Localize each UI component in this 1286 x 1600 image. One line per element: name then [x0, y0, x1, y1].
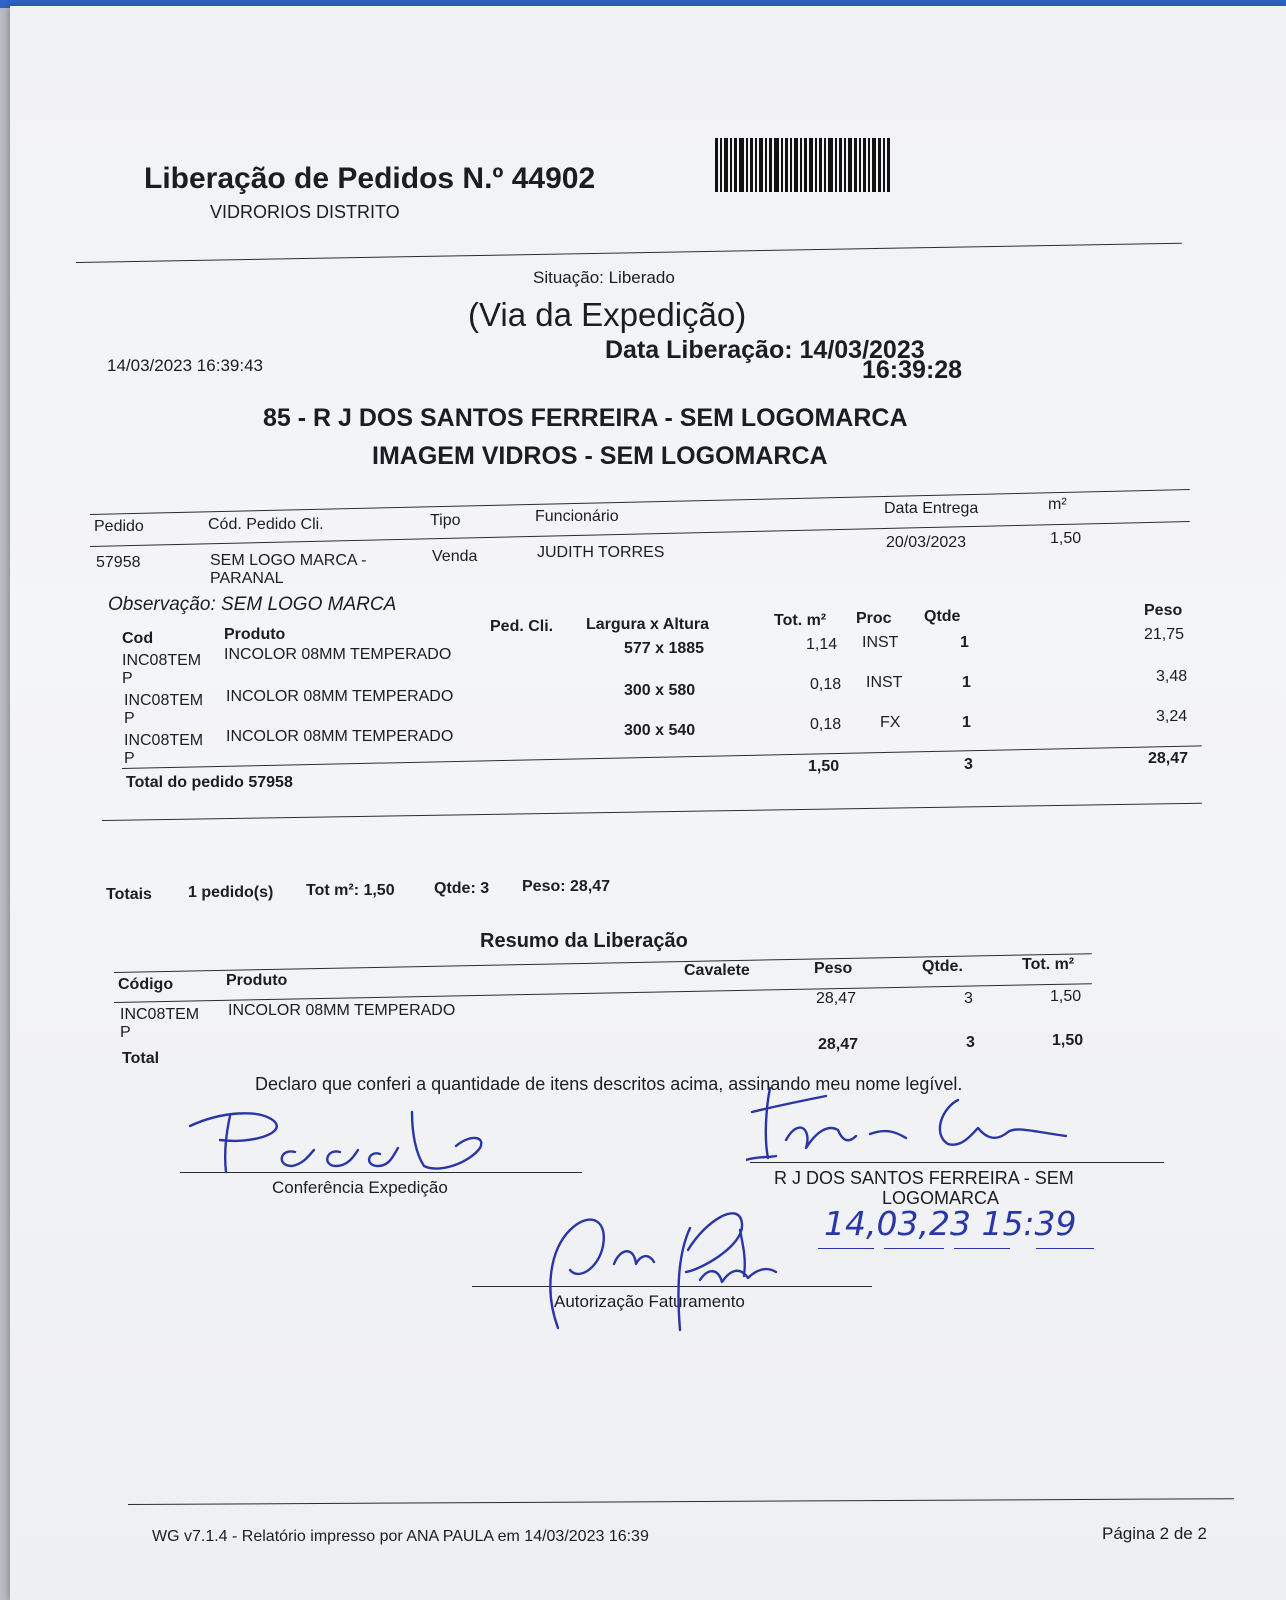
item-cod: INC08TEM	[124, 732, 204, 749]
client-signature	[746, 1078, 1086, 1178]
funcionario-value: JUDITH TORRES	[537, 544, 665, 561]
cod-pedido-cli-value-2: PARANAL	[210, 570, 284, 587]
item-dims: 300 x 540	[624, 722, 696, 739]
item-proc: INST	[862, 634, 899, 651]
col-ped-cli: Ped. Cli.	[490, 618, 554, 635]
handwritten-date: 14,03,23 15:39	[824, 1204, 1077, 1243]
document-page	[10, 6, 1286, 1600]
col-proc: Proc	[856, 610, 892, 627]
item-peso: 3,48	[1156, 668, 1188, 685]
resumo-cod: INC08TEM	[120, 1006, 200, 1023]
totais-peso: Peso: 28,47	[522, 878, 611, 895]
item-cod-cont: P	[122, 670, 133, 687]
item-cod-cont: P	[124, 750, 135, 767]
resumo-peso: 28,47	[816, 990, 857, 1007]
resumo-total-qtde: 3	[966, 1034, 975, 1051]
footer-line	[128, 1498, 1234, 1505]
header-divider	[76, 243, 1182, 263]
item-tot-m2: 1,14	[806, 636, 838, 653]
totais-m2: Tot m²: 1,50	[306, 882, 395, 899]
cod-pedido-cli-value-1: SEM LOGO MARCA -	[210, 552, 367, 569]
item-produto: INCOLOR 08MM TEMPERADO	[224, 646, 452, 663]
col-funcionario: Funcionário	[535, 508, 619, 525]
order-header-top-line	[90, 489, 1190, 515]
item-proc: INST	[866, 674, 903, 691]
total-pedido-m2: 1,50	[808, 758, 840, 775]
item-peso: 21,75	[1144, 626, 1185, 643]
col-peso: Peso	[1144, 602, 1183, 619]
item-qtde: 1	[962, 714, 971, 731]
resumo-col-codigo: Código	[118, 976, 174, 993]
col-largura-altura: Largura x Altura	[586, 616, 709, 633]
resumo-total-label: Total	[122, 1050, 160, 1067]
tipo-value: Venda	[432, 548, 478, 565]
item-qtde: 1	[962, 674, 971, 691]
conferencia-label: Conferência Expedição	[272, 1178, 448, 1197]
m2-value: 1,50	[1050, 530, 1082, 547]
printed-timestamp: 14/03/2023 16:39:43	[107, 356, 263, 375]
footer-report: WG v7.1.4 - Relatório impresso por ANA PAULA em 14/03/2023 16:39	[152, 1528, 649, 1545]
item-produto: INCOLOR 08MM TEMPERADO	[226, 688, 454, 705]
declaration-text: Declaro que conferi a quantidade de itens descritos acima, assinando meu nome legível.	[255, 1074, 963, 1094]
client-signature-label-2: LOGOMARCA	[882, 1188, 1000, 1208]
resumo-title: Resumo da Liberação	[480, 930, 688, 952]
resumo-cod-cont: P	[120, 1024, 131, 1041]
autorizacao-label: Autorização Faturamento	[554, 1292, 745, 1311]
resumo-col-cavalete: Cavalete	[684, 962, 750, 979]
data-liberacao: Data Liberação: 14/03/2023	[605, 336, 925, 364]
date-underline	[884, 1248, 944, 1249]
col-data-entrega: Data Entrega	[884, 500, 979, 517]
total-pedido-qtde: 3	[964, 756, 973, 773]
totais-qtde: Qtde: 3	[434, 880, 490, 897]
item-tot-m2: 0,18	[810, 676, 842, 693]
col-tot-m2: Tot. m²	[774, 612, 827, 629]
item-cod: INC08TEM	[122, 652, 202, 669]
page-number: Página 2 de 2	[1102, 1524, 1207, 1543]
document-title: Liberação de Pedidos N.º 44902	[144, 162, 596, 195]
conferencia-signature	[180, 1104, 500, 1184]
col-produto: Produto	[224, 626, 286, 643]
item-peso: 3,24	[1156, 708, 1188, 725]
item-proc: FX	[880, 714, 901, 731]
data-liberacao-time: 16:39:28	[862, 356, 963, 384]
item-cod-cont: P	[124, 710, 135, 727]
total-pedido-label: Total do pedido 57958	[126, 774, 293, 791]
resumo-tot-m2: 1,50	[1050, 988, 1082, 1005]
col-tipo: Tipo	[430, 512, 461, 529]
client-signature-label-1: R J DOS SANTOS FERREIRA - SEM	[774, 1168, 1074, 1188]
company-name: VIDRORIOS DISTRITO	[210, 202, 400, 222]
totais-pedidos: 1 pedido(s)	[188, 884, 274, 901]
items-total-line	[122, 745, 1202, 769]
situacao-status: Situação: Liberado	[533, 268, 675, 287]
item-qtde: 1	[960, 634, 969, 651]
resumo-col-tot-m2: Tot. m²	[1022, 956, 1075, 973]
date-underline	[954, 1248, 1010, 1249]
col-m2: m²	[1048, 496, 1067, 513]
resumo-produto: INCOLOR 08MM TEMPERADO	[228, 1002, 456, 1019]
date-underline	[818, 1248, 874, 1249]
barcode-icon	[715, 138, 905, 192]
resumo-col-qtde: Qtde.	[922, 958, 963, 975]
via-title: (Via da Expedição)	[468, 296, 747, 333]
col-cod: Cod	[122, 630, 154, 647]
section-divider	[102, 803, 1202, 821]
resumo-col-produto: Produto	[226, 972, 288, 989]
resumo-total-m2: 1,50	[1052, 1032, 1084, 1049]
item-produto: INCOLOR 08MM TEMPERADO	[226, 728, 454, 745]
totais-label: Totais	[106, 886, 152, 903]
col-cod-pedido-cli: Cód. Pedido Cli.	[208, 516, 324, 533]
resumo-total-peso: 28,47	[818, 1036, 859, 1053]
data-entrega-value: 20/03/2023	[886, 534, 967, 551]
item-dims: 300 x 580	[624, 682, 696, 699]
item-dims: 577 x 1885	[624, 640, 705, 657]
date-underline	[1036, 1248, 1094, 1249]
col-qtde: Qtde	[924, 608, 961, 625]
client-name: 85 - R J DOS SANTOS FERREIRA - SEM LOGOMARCA	[263, 404, 908, 432]
observacao: Observação: SEM LOGO MARCA	[108, 594, 397, 615]
item-cod: INC08TEM	[124, 692, 204, 709]
client-subtitle: IMAGEM VIDROS - SEM LOGOMARCA	[372, 442, 828, 470]
total-pedido-peso: 28,47	[1148, 750, 1189, 767]
resumo-col-peso: Peso	[814, 960, 853, 977]
col-pedido: Pedido	[94, 518, 144, 535]
pedido-value: 57958	[96, 554, 141, 571]
autorizacao-signature	[530, 1190, 810, 1340]
item-tot-m2: 0,18	[810, 716, 842, 733]
resumo-qtde: 3	[964, 990, 973, 1007]
